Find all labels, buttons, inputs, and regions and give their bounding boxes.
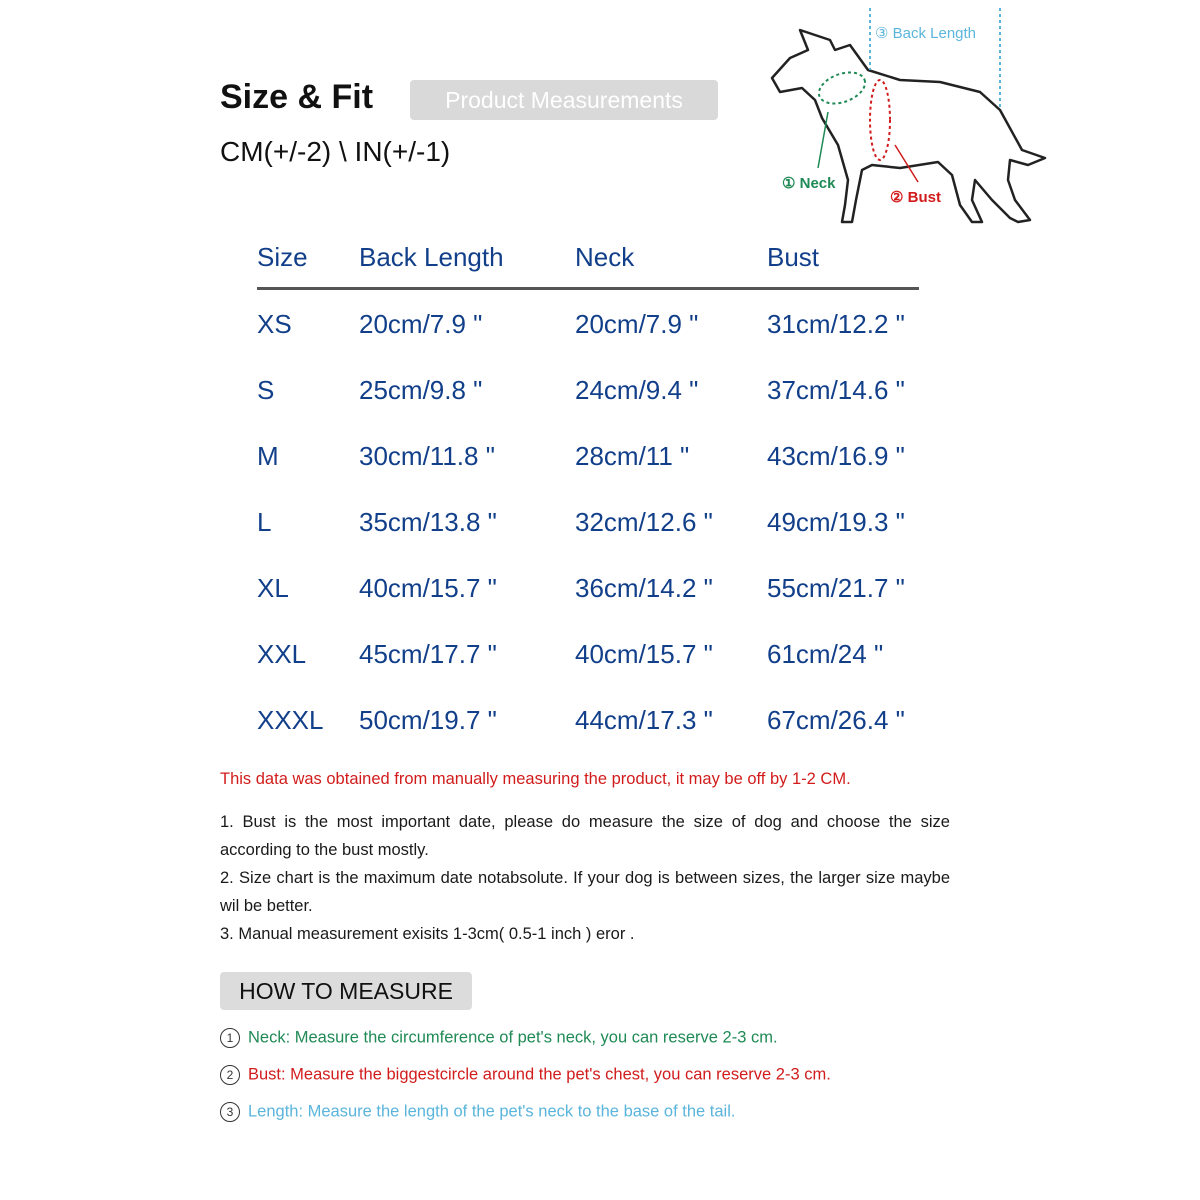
- header-size: Size: [257, 242, 308, 272]
- back-length-cell: 35cm/13.8 ": [359, 507, 497, 537]
- table-row: [257, 438, 919, 537]
- back-length-cell: 20cm/7.9 ": [359, 309, 483, 339]
- back-length-cell: 30cm/11.8 ": [359, 441, 495, 471]
- neck-label: ① Neck: [782, 175, 836, 192]
- size-cell: XXL: [257, 639, 307, 669]
- step-text: Bust: Measure the biggestcircle around the pet's chest, you can reserve 2-3 cm.: [248, 1065, 831, 1084]
- measurement-disclaimer: This data was obtained from manually measuring the product, it may be off by 1-2 CM.: [220, 770, 851, 788]
- note-item: 3. Manual measurement exisits 1-3cm( 0.5-1 inch ) eror .: [220, 925, 635, 943]
- step-neck: [220, 1028, 778, 1048]
- back-length-cell: 50cm/19.7 ": [359, 705, 497, 735]
- step-bust: [220, 1065, 831, 1085]
- step-length: [220, 1102, 735, 1122]
- bust-cell: 31cm/12.2 ": [767, 309, 905, 339]
- neck-cell: 24cm/9.4 ": [575, 375, 699, 405]
- notes-list: [220, 808, 950, 948]
- table-row: [257, 504, 919, 603]
- how-to-measure-heading: HOW TO MEASURE: [220, 972, 472, 1010]
- neck-cell: 40cm/15.7 ": [575, 639, 713, 669]
- product-measurements-badge: Product Measurements: [410, 80, 718, 120]
- neck-cell: 32cm/12.6 ": [575, 507, 713, 537]
- bust-cell: 43cm/16.9 ": [767, 441, 905, 471]
- step-text: Neck: Measure the circumference of pet's neck, you can reserve 2-3 cm.: [248, 1028, 778, 1047]
- table-row: [257, 240, 919, 339]
- page-title: Size & Fit: [220, 78, 374, 116]
- size-cell: XXXL: [257, 705, 324, 735]
- bust-cell: 67cm/26.4 ": [767, 705, 905, 735]
- header-back-length: Back Length: [359, 242, 504, 272]
- bust-label: ② Bust: [890, 189, 941, 206]
- back-length-cell: 45cm/17.7 ": [359, 639, 497, 669]
- units-tolerance: CM(+/-2) \ IN(+/-1): [220, 136, 451, 167]
- step-number-icon: 1: [220, 1028, 240, 1048]
- size-cell: XL: [257, 573, 289, 603]
- bust-cell: 55cm/21.7 ": [767, 573, 905, 603]
- neck-cell: 36cm/14.2 ": [575, 573, 713, 603]
- back-length-cell: 40cm/15.7 ": [359, 573, 497, 603]
- size-cell: XS: [257, 309, 292, 339]
- step-text: Length: Measure the length of the pet's neck to the base of the tail.: [248, 1102, 736, 1121]
- size-chart-table: [257, 240, 919, 750]
- neck-cell: 20cm/7.9 ": [575, 309, 699, 339]
- step-number-icon: 2: [220, 1065, 240, 1085]
- back-length-cell: 25cm/9.8 ": [359, 375, 483, 405]
- neck-cell: 28cm/11 ": [575, 441, 690, 471]
- size-cell: L: [257, 507, 272, 537]
- table-row: [257, 570, 919, 669]
- note-item: 2. Size chart is the maximum date notabsolute. If your dog is between sizes, the larger size maybe wil be better.: [220, 869, 950, 915]
- table-row: [257, 636, 919, 735]
- table-row: [257, 306, 919, 405]
- bust-cell: 37cm/14.6 ": [767, 375, 905, 405]
- table-row: [257, 372, 919, 471]
- header-neck: Neck: [575, 242, 635, 272]
- size-cell: M: [257, 441, 279, 471]
- back-length-label: ③ Back Length: [875, 25, 977, 42]
- dog-measurement-diagram: [760, 0, 1060, 240]
- neck-cell: 44cm/17.3 ": [575, 705, 713, 735]
- size-cell: S: [257, 375, 275, 405]
- note-item: 1. Bust is the most important date, please do measure the size of dog and choose the size according to the bust mostly.: [220, 813, 950, 859]
- bust-cell: 49cm/19.3 ": [767, 507, 905, 537]
- step-number-icon: 3: [220, 1102, 240, 1122]
- bust-cell: 61cm/24 ": [767, 639, 884, 669]
- header-bust: Bust: [767, 242, 820, 272]
